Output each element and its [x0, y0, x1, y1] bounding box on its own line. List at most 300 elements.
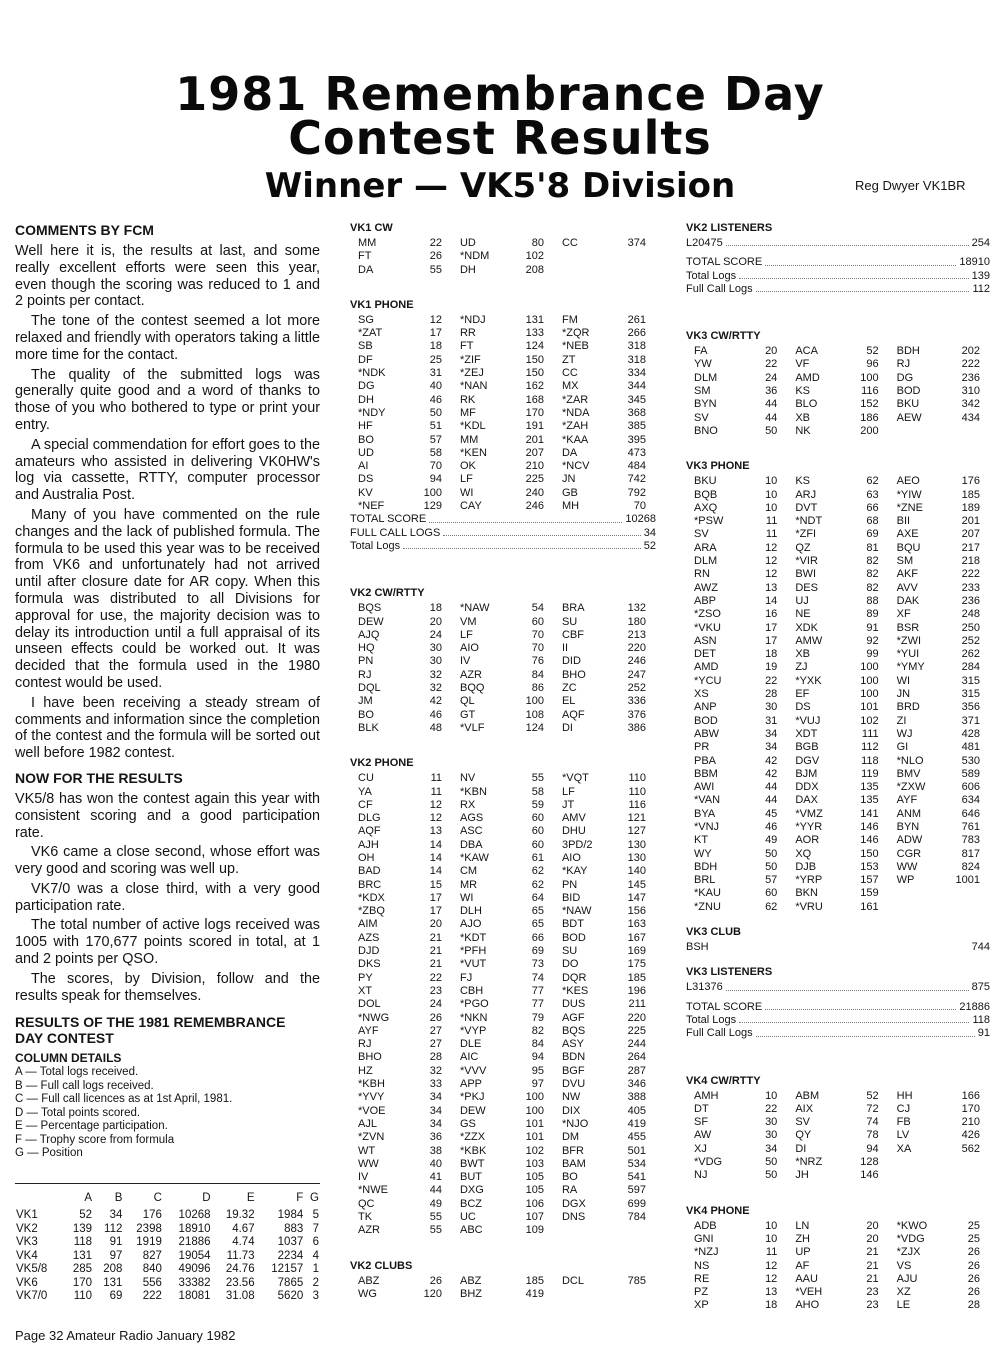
callsign-cell: *PGO — [459, 998, 489, 1011]
callsign-cell: BBM — [694, 767, 718, 780]
total-row — [686, 1001, 990, 1014]
score-cell: 84 — [531, 1038, 544, 1051]
total-row — [686, 1027, 990, 1040]
callsign-cell: *VUT — [459, 958, 487, 971]
vk1-phone-table — [350, 314, 656, 513]
callsign-cell: *ZWI — [896, 634, 922, 647]
score-cell: 55 — [531, 772, 544, 785]
score-cell: 48 — [429, 721, 442, 734]
callsign-cell: AZS — [358, 931, 380, 944]
score-cell: 22 — [429, 971, 442, 984]
table-row — [686, 808, 990, 821]
table-row — [350, 682, 656, 695]
score-cell: 24 — [765, 371, 778, 384]
score-cell: 30 — [765, 1129, 778, 1142]
callsign-cell: BDH — [694, 860, 718, 873]
score-cell: 24 — [429, 628, 442, 641]
value-cell: 12157 — [271, 1263, 304, 1276]
score-cell: 60 — [765, 887, 778, 900]
score-cell: 166 — [961, 1089, 980, 1102]
score-cell: 66 — [531, 931, 544, 944]
score-cell: 110 — [628, 772, 646, 785]
value-cell: 110 — [73, 1290, 93, 1303]
score-cell: 210 — [525, 460, 544, 473]
score-cell: 597 — [627, 1184, 646, 1197]
table-row — [350, 1078, 656, 1091]
score-cell: 792 — [627, 486, 646, 499]
score-cell: 102 — [525, 1144, 544, 1157]
table-row — [350, 1118, 656, 1131]
callsign-cell — [889, 1156, 929, 1169]
table-row — [686, 1090, 990, 1103]
summary-header-cell: D — [202, 1191, 211, 1204]
score-cell: 77 — [531, 984, 544, 997]
callsign-cell: *ZSO — [694, 608, 721, 621]
score-cell: 534 — [627, 1157, 646, 1170]
value-cell: 31.08 — [225, 1290, 255, 1303]
callsign-cell: *KAY — [561, 865, 588, 878]
score-cell: 55 — [429, 1224, 442, 1237]
callsign-cell: AF — [795, 1259, 810, 1272]
callsign-cell: MM — [459, 433, 479, 446]
score-cell: 386 — [627, 721, 646, 734]
score-cell: 28 — [967, 1299, 980, 1312]
score-cell: 119 — [861, 767, 879, 780]
callsign-cell: SV — [694, 528, 709, 541]
callsign-cell: AJU — [896, 1272, 918, 1285]
score-cell: 742 — [627, 473, 646, 486]
table-row — [686, 1143, 990, 1156]
callsign-cell: MR — [459, 878, 478, 891]
table-row — [350, 865, 656, 878]
callsign-cell: CBH — [459, 984, 484, 997]
callsign-cell: UC — [459, 1211, 476, 1223]
score-cell: 150 — [860, 847, 879, 860]
callsign-cell — [554, 1224, 594, 1237]
callsign-cell: XB — [795, 411, 810, 424]
callsign-cell: *KAA — [561, 433, 589, 446]
score-cell: 10 — [765, 475, 778, 488]
callsign-cell: *ZXW — [896, 781, 926, 794]
table-row — [686, 1299, 990, 1312]
callsign-cell: ABZ — [459, 1274, 482, 1287]
vk3-cw-table — [686, 345, 990, 438]
table-row — [686, 1220, 990, 1233]
score-cell: 70 — [531, 628, 544, 641]
score-cell: 346 — [627, 1078, 646, 1091]
callsign-cell: QL — [459, 695, 475, 708]
score-cell: 100 — [525, 1091, 544, 1104]
callsign-cell: *KDT — [459, 931, 487, 944]
callsign-cell: *NDM — [459, 250, 490, 263]
callsign-cell: BJM — [795, 767, 818, 780]
table-row — [350, 998, 656, 1011]
table-row — [350, 264, 656, 277]
results-intro-heading: NOW FOR THE RESULTS — [15, 769, 183, 786]
score-cell: 264 — [627, 1051, 646, 1064]
score-cell: 225 — [627, 1024, 646, 1037]
vk4-cw-section — [686, 1075, 990, 1183]
callsign-cell: KS — [795, 475, 810, 488]
score-cell: 27 — [429, 1024, 442, 1037]
callsign-cell — [554, 264, 594, 277]
table-row — [686, 1103, 990, 1116]
score-cell: 55 — [429, 263, 442, 276]
results-paragraph: VK5/8 has won the contest again this year with consistent scoring and a good participation rate. — [15, 790, 320, 841]
callsign-cell: DQR — [561, 971, 587, 984]
callsign-cell: AHO — [795, 1299, 820, 1312]
callsign-cell: DNS — [561, 1211, 586, 1223]
callsign-cell: PZ — [694, 1286, 709, 1299]
total-label: TOTAL SCORE — [350, 513, 427, 526]
callsign-cell: BGB — [795, 741, 819, 754]
score-cell: 562 — [961, 1142, 980, 1155]
callsign-cell: BSR — [896, 621, 920, 634]
table-row — [15, 1263, 320, 1277]
table-row — [686, 781, 990, 794]
score-cell: 50 — [765, 1156, 778, 1169]
score-cell: 77 — [531, 998, 544, 1011]
score-cell: 103 — [525, 1157, 544, 1170]
callsign-cell: UD — [459, 237, 476, 249]
score-cell: 16 — [765, 608, 778, 621]
score-cell: 12 — [429, 313, 442, 326]
division-cell: VK5/8 — [16, 1263, 48, 1276]
callsign-cell: OK — [459, 460, 476, 473]
score-cell: 32 — [429, 668, 442, 681]
table-row — [350, 1171, 656, 1184]
score-cell: 17 — [429, 905, 442, 918]
vk3-phone-section — [686, 460, 990, 914]
score-cell: 11 — [765, 528, 778, 541]
table-row — [686, 502, 990, 515]
score-cell: 34 — [429, 1117, 442, 1130]
score-cell: 17 — [429, 891, 442, 904]
callsign-cell: DOL — [358, 998, 381, 1011]
score-cell: 45 — [765, 807, 778, 820]
callsign-cell: ARA — [694, 541, 717, 554]
table-row — [350, 958, 656, 971]
table-row — [686, 768, 990, 781]
callsign-cell: BGF — [561, 1064, 585, 1077]
table-row — [350, 1184, 656, 1197]
table-row — [686, 1233, 990, 1246]
callsign-cell: IV — [459, 655, 471, 668]
callsign-cell: AQF — [561, 708, 585, 721]
callsign-cell: DI — [561, 721, 573, 734]
table-row — [686, 515, 990, 528]
table-row — [350, 354, 656, 367]
score-cell: 120 — [423, 1287, 442, 1300]
value-cell: 69 — [109, 1290, 123, 1303]
table-row — [686, 1116, 990, 1129]
table-row — [686, 489, 990, 502]
callsign-cell: BHO — [561, 668, 586, 681]
callsign-cell — [889, 887, 929, 900]
score-cell: 10 — [765, 1232, 778, 1245]
score-cell: 213 — [627, 628, 646, 641]
total-row — [686, 256, 990, 269]
score-cell: 28 — [765, 688, 778, 701]
callsign-cell: ACA — [795, 345, 818, 358]
callsign-cell: *NEB — [561, 340, 589, 353]
callsign-cell: BNO — [694, 424, 718, 437]
callsign-cell — [554, 250, 594, 263]
callsign-cell: *ZEJ — [459, 367, 484, 380]
score-cell: 34 — [765, 1142, 778, 1155]
callsign-cell: *VNJ — [694, 820, 720, 833]
score-cell: 51 — [429, 420, 442, 433]
listener-score: 875 — [971, 981, 990, 994]
callsign-cell: DES — [795, 581, 818, 594]
callsign-cell: DH — [358, 393, 374, 406]
listener-score: 254 — [971, 237, 990, 249]
table-row — [686, 688, 990, 701]
callsign-cell: PY — [358, 971, 373, 984]
callsign-cell: AMH — [694, 1089, 719, 1102]
score-cell: 100 — [423, 486, 442, 499]
division-cell: VK6 — [16, 1276, 38, 1289]
callsign-cell: KT — [694, 834, 709, 847]
table-row — [350, 327, 656, 340]
score-cell: 25 — [429, 353, 442, 366]
score-cell: 54 — [531, 602, 544, 615]
score-cell: 62 — [765, 900, 778, 913]
score-cell: 40 — [429, 1157, 442, 1170]
table-row — [350, 799, 656, 812]
score-cell: 133 — [525, 327, 544, 340]
score-cell: 99 — [866, 648, 879, 661]
value-cell: 18910 — [178, 1222, 211, 1235]
value-cell: 285 — [72, 1263, 93, 1276]
callsign-cell: *YXK — [795, 674, 822, 687]
callsign-cell: BOD — [694, 714, 718, 727]
value-cell: 170 — [72, 1276, 93, 1289]
callsign-cell: *ZQR — [561, 327, 590, 340]
summary-header-cell — [15, 1183, 63, 1209]
vk2-listeners-section — [686, 222, 990, 296]
table-row — [686, 385, 990, 398]
score-cell: 102 — [525, 250, 544, 263]
score-cell: 210 — [961, 1116, 980, 1129]
vk4-phone-section — [686, 1205, 990, 1313]
total-value: 139 — [971, 269, 990, 282]
table-row — [350, 1025, 656, 1038]
callsign-cell: *NDY — [358, 406, 386, 419]
callsign-cell: DGV — [795, 754, 820, 767]
value-cell: 19054 — [178, 1249, 211, 1262]
table-row — [350, 1198, 656, 1211]
callsign-cell: AJO — [459, 918, 482, 931]
summary-header-cell: G — [310, 1191, 319, 1204]
table-row — [686, 1156, 990, 1169]
callsign-cell: *KBH — [358, 1078, 385, 1091]
vk2-vk4-column — [686, 222, 990, 1313]
total-row — [350, 527, 656, 540]
score-cell: 175 — [627, 958, 646, 971]
score-cell: 58 — [531, 785, 544, 798]
callsign-cell: BQS — [561, 1024, 586, 1037]
callsign-cell: QZ — [795, 541, 811, 554]
table-row — [350, 473, 656, 486]
results-paragraph: VK6 came a close second, whose effort was very good and scoring was well up. — [15, 844, 320, 878]
callsign-cell: ARJ — [795, 488, 817, 501]
score-cell: 252 — [627, 682, 646, 695]
value-cell: 97 — [109, 1249, 123, 1262]
vk1-cw-table — [350, 237, 656, 277]
score-cell: 785 — [627, 1274, 646, 1287]
callsign-cell: II — [561, 642, 569, 655]
table-row — [350, 642, 656, 655]
callsign-cell: LF — [459, 473, 473, 486]
score-cell: 817 — [961, 847, 980, 860]
table-row — [686, 874, 990, 887]
score-cell: 116 — [628, 798, 646, 811]
score-cell: 10 — [765, 501, 778, 514]
results-paragraph: The scores, by Division, follow and the results speak for themselves. — [15, 970, 320, 1004]
callsign-cell: *VKU — [694, 621, 721, 634]
callsign-cell: MF — [459, 406, 476, 419]
callsign-cell: AIC — [459, 1051, 479, 1064]
score-cell: 36 — [765, 385, 778, 398]
score-cell: 159 — [860, 887, 879, 900]
callsign-cell: *NCV — [561, 460, 590, 473]
table-row — [350, 722, 656, 735]
callsign-cell: AXQ — [694, 501, 718, 514]
table-row — [15, 1209, 320, 1223]
score-cell: 180 — [627, 615, 646, 628]
callsign-cell: XP — [694, 1299, 709, 1312]
callsign-cell: XZ — [896, 1286, 911, 1299]
total-value: 10268 — [625, 513, 656, 526]
score-cell: 26 — [967, 1272, 980, 1285]
callsign-cell: *ZFI — [795, 528, 817, 541]
table-row — [350, 945, 656, 958]
table-row — [686, 1246, 990, 1259]
vk1-vk2-column — [350, 222, 656, 1301]
section-title: VK3 LISTENERS — [686, 966, 773, 979]
section-title: VK3 PHONE — [686, 460, 750, 473]
callsign-cell: BKU — [694, 475, 717, 488]
callsign-cell: *ZIF — [459, 353, 481, 366]
value-cell: 131 — [103, 1276, 123, 1289]
score-cell: 217 — [961, 541, 980, 554]
score-cell: 26 — [429, 1011, 442, 1024]
callsign-cell: HQ — [358, 642, 375, 655]
callsign-cell: BLO — [795, 398, 818, 411]
callsign-cell: PN — [358, 655, 374, 668]
value-cell: 118 — [73, 1236, 93, 1249]
score-cell: 10 — [765, 488, 778, 501]
score-cell: 191 — [525, 420, 544, 433]
callsign-cell: QC — [358, 1197, 375, 1210]
score-cell: 95 — [531, 1064, 544, 1077]
score-cell: 68 — [866, 515, 879, 528]
callsign-cell: DA — [358, 263, 374, 276]
callsign-cell: DG — [358, 380, 375, 393]
club-score: 744 — [971, 941, 990, 954]
total-value: 91 — [977, 1027, 990, 1040]
score-cell: 60 — [531, 838, 544, 851]
value-cell: 556 — [142, 1276, 162, 1289]
callsign-cell: MH — [561, 500, 580, 513]
callsign-cell: ASY — [561, 1038, 584, 1051]
score-cell: 20 — [866, 1219, 879, 1232]
callsign-cell: NJ — [694, 1169, 708, 1182]
score-cell: 342 — [961, 398, 980, 411]
score-cell: 57 — [765, 874, 778, 887]
callsign-cell: ANP — [694, 701, 717, 714]
table-row — [350, 1131, 656, 1144]
callsign-cell: *VOE — [358, 1104, 386, 1117]
total-label: Total Logs — [686, 269, 737, 282]
value-cell: 52 — [79, 1209, 93, 1222]
callsign-cell: *ZBQ — [358, 905, 385, 918]
callsign-cell: BWI — [795, 568, 817, 581]
score-cell: 22 — [765, 1102, 778, 1115]
table-row — [686, 794, 990, 807]
comment-paragraph: The tone of the contest seemed a lot more relaxed and friendly with operators taking a little more time for the contact. — [15, 313, 320, 363]
column-legend — [15, 1066, 320, 1161]
score-cell: 107 — [525, 1211, 544, 1223]
callsign-cell: ASC — [459, 825, 483, 838]
score-cell: 318 — [627, 340, 646, 353]
score-cell: 287 — [627, 1064, 646, 1077]
callsign-cell: LN — [795, 1219, 810, 1232]
callsign-cell: BRL — [694, 874, 716, 887]
vk4-phone-table — [686, 1220, 990, 1313]
table-row — [686, 528, 990, 541]
callsign-cell: *KBN — [459, 785, 487, 798]
score-cell: 146 — [860, 1169, 879, 1182]
summary-header-row — [15, 1183, 320, 1209]
score-cell: 371 — [961, 714, 980, 727]
value-cell: 10268 — [178, 1209, 211, 1222]
table-row — [350, 1038, 656, 1051]
score-cell: 247 — [627, 668, 646, 681]
callsign-cell: RE — [694, 1272, 710, 1285]
score-cell: 21 — [429, 958, 442, 971]
table-row — [350, 669, 656, 682]
score-cell: 105 — [525, 1171, 544, 1184]
score-cell: 109 — [525, 1224, 544, 1237]
section-title: VK1 CW — [350, 222, 393, 234]
value-cell: 2234 — [277, 1249, 304, 1262]
callsign-cell: GNI — [694, 1232, 714, 1245]
callsign-cell: ZT — [561, 353, 576, 366]
score-cell: 140 — [627, 865, 646, 878]
callsign-cell: *NDJ — [459, 313, 486, 326]
callsign-cell: AZR — [459, 668, 482, 681]
callsign-cell: WY — [694, 847, 712, 860]
score-cell: 606 — [961, 781, 980, 794]
callsign-cell: WG — [358, 1287, 377, 1300]
callsign-cell: FA — [694, 345, 708, 358]
callsign-cell: *KAU — [694, 887, 721, 900]
table-row — [686, 555, 990, 568]
table-row — [686, 1169, 990, 1182]
callsign-cell: *NEF — [358, 500, 385, 513]
callsign-cell: *VUJ — [795, 714, 821, 727]
score-cell: 11 — [765, 515, 778, 528]
callsign-cell: XDT — [795, 727, 818, 740]
callsign-cell: AWI — [694, 781, 715, 794]
value-cell: 34 — [109, 1209, 123, 1222]
score-cell: 30 — [429, 655, 442, 668]
score-cell: 50 — [765, 860, 778, 873]
score-cell: 76 — [531, 655, 544, 668]
callsign-cell: WJ — [896, 727, 913, 740]
